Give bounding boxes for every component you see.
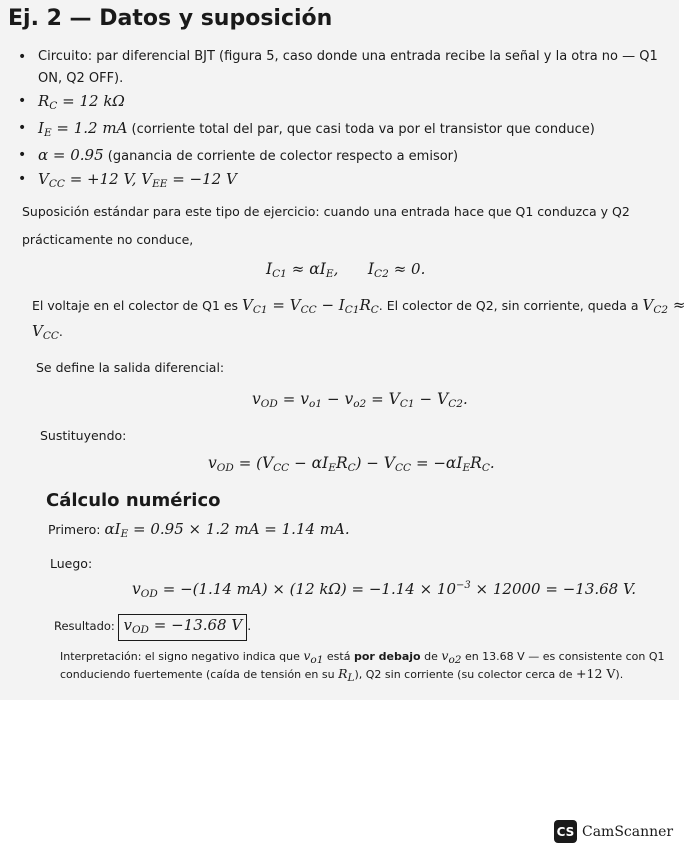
section-title: Cálculo numérico [46, 490, 221, 511]
result-line: Resultado: $v_{OD} = -13.68$ V . [54, 614, 251, 641]
supplies-math: $V_{CC} = +12$ V, $V_{EE} = -12$ V [38, 170, 237, 190]
assumption-line-2: prácticamente no conduce, [22, 232, 194, 247]
data-list [14, 46, 679, 195]
alpha-math: α = 0.95 [38, 146, 104, 164]
interpretation-line-1: Interpretación: el signo negativo indica que $v_{o1}$ está por debajo de $v_{o2}$ en 13.68 V — es consistente con Q1 [60, 648, 665, 666]
define-text: Se define la salida diferencial: [36, 360, 225, 375]
list-item-supplies [14, 168, 679, 195]
camscanner-logo [554, 820, 673, 843]
result-box: $v_{OD} = -13.68$ V [118, 614, 247, 641]
assumption-line-1: Suposición estándar para este tipo de ejercicio: cuando una entrada hace que Q1 conduzca y Q2 [22, 204, 630, 219]
list-item-rc [14, 90, 679, 117]
list-item-ie: • $I_E = 1.2$ mA (corriente total del par, que casi toda va por el transistor que conduce) [14, 117, 679, 144]
then-equation: $v_{OD} = -(1.14$ mA) × (12 $k\Omega) = -1.14 \times 10^{-3} \times 12000 = -13.68$ V. [132, 580, 636, 600]
substitute-text: Sustituyendo: [40, 428, 127, 443]
first-step: Primero: $\alpha I_E = 0.95 \times 1.2$ mA = 1.14 mA. [48, 520, 350, 540]
camscanner-label: CamScanner [582, 823, 674, 840]
define-equation: $v_{OD} = v_{o1} - v_{o2} = V_{C1} - V_{C2}$. [252, 390, 468, 410]
rc-math: $R_C = 12$ kΩ [38, 92, 125, 112]
exercise-heading: Ej. 2 — Datos y suposición [8, 6, 333, 31]
assumption-equation: $I_{C1} \approx \alpha I_E$, $I_{C2} \approx 0$. [266, 260, 426, 280]
interpretation-line-2: conduciendo fuertemente (caída de tensión en su $R_L$), Q2 sin corriente (su colector cerca de +12 V). [60, 666, 624, 684]
substitute-equation: $v_{OD} = (V_{CC} - \alpha I_ER_C) - V_{CC} = -\alpha I_ER_C$. [208, 454, 495, 474]
camscanner-icon: CS [554, 820, 577, 843]
then-label: Luego: [50, 556, 93, 571]
list-item-alpha: • α = 0.95 (ganancia de corriente de colector respecto a emisor) [14, 144, 679, 168]
ie-math: $I_E = 1.2$ mA [38, 119, 128, 139]
collector-line-1: El voltaje en el colector de Q1 es $V_{C1} = V_{CC} - I_{C1}R_C$. El colector de Q2, sin corriente, queda a $V_{C2}$ ≈ [32, 296, 685, 316]
list-item-circuit: • Circuito: par diferencial BJT (figura 5, caso donde una entrada recibe la señal y la otra no — Q1 ON, Q2 OFF). [14, 46, 678, 90]
collector-line-2: $V_{CC}$. [32, 322, 63, 342]
